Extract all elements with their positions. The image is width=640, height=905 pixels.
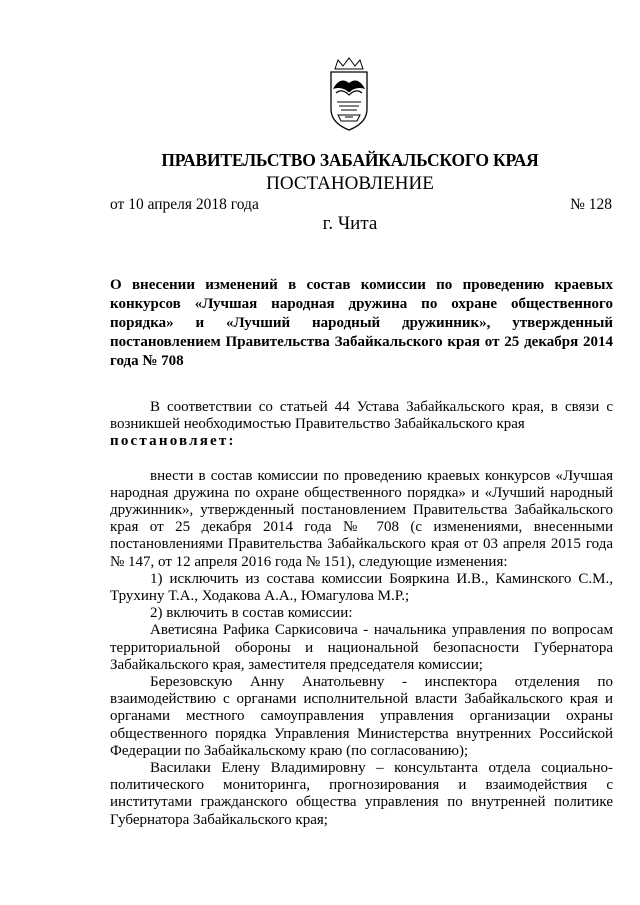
- body-paragraph: Березовскую Анну Анатольевну - инспектора отделения по взаимодействию с органами исполнительной власти Забайкальского края и органами местного самоуправления управления организации охраны общественного порядка Управления Министерства внутренних Российской Федерации по Забайкальскому краю (по согласованию);: [110, 674, 613, 759]
- body-paragraph: Аветисяна Рафика Саркисовича - начальника управления по вопросам территориальной обороны и национальной безопасности Губернатора Забайкальского края, заместителя председателя комиссии;: [110, 622, 613, 673]
- document-city: г. Чита: [322, 213, 378, 234]
- document-type: ПОСТАНОВЛЕНИЕ: [266, 173, 434, 194]
- document-subject: О внесении изменений в состав комиссии по проведению краевых конкурсов «Лучшая народная дружина по охране общественного порядка» и «Лучший народный дружинник», утвержденный постановлением Правительства Забайкальского края от 25 декабря 2014 года № 708: [110, 277, 613, 369]
- body-paragraph: 1) исключить из состава комиссии Бояркина И.В., Каминского С.М., Трухину Т.А., Ходакова А.А., Юмагулова М.Р.;: [110, 570, 613, 605]
- government-title: ПРАВИТЕЛЬСТВО ЗАБАЙКАЛЬСКОГО КРАЯ: [161, 150, 539, 170]
- coat-of-arms-emblem: [324, 57, 374, 133]
- document-number: № 128: [570, 196, 612, 213]
- body-paragraph: Василаки Елену Владимировну – консультанта отдела социально-политического мониторинга, прогнозирования и взаимодействия с институтами гражданского общества управления по внутренней политике Губернатора Забайкальского края;: [110, 760, 613, 828]
- document-date: от 10 апреля 2018 года: [110, 196, 259, 213]
- document-body: [110, 399, 613, 829]
- body-paragraph: 2) включить в состав комиссии:: [150, 605, 353, 622]
- preamble-paragraph: В соответствии со статьей 44 Устава Забайкальского края, в связи с возникшей необходимостью Правительство Забайкальского края: [110, 399, 613, 433]
- resolves-keyword: постановляет:: [110, 433, 236, 450]
- body-paragraph: внести в состав комиссии по проведению краевых конкурсов «Лучшая народная дружина по охране общественного порядка» и «Лучший народный дружинник», утвержденный постановлением Правительства Забайкальского края от 25 декабря 2014 года № 708 (с изменениями, внесенными постановлениями Правительства Забайкальского края от 03 апреля 2015 года № 147, от 12 апреля 2016 года № 151), следующие изменения:: [110, 467, 613, 570]
- resolves-paragraph: [110, 433, 613, 450]
